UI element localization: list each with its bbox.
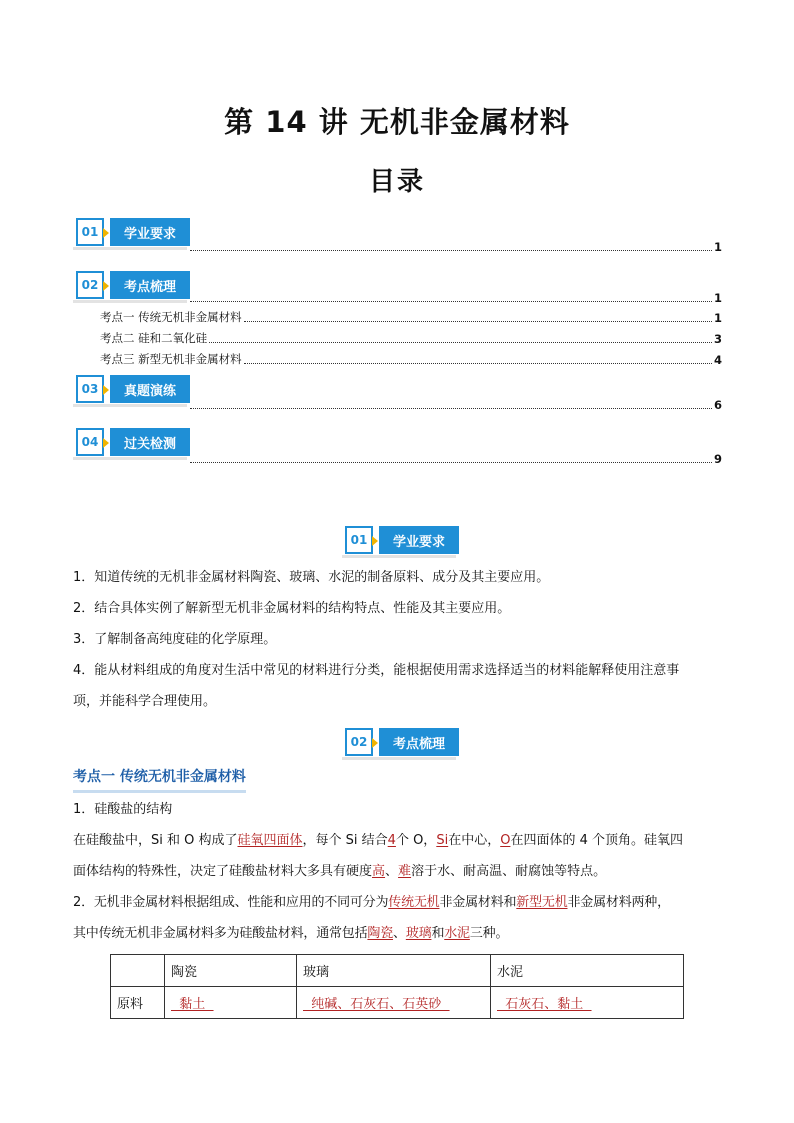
badge-shadow xyxy=(342,555,456,558)
fill-blank: 黏土 xyxy=(171,997,214,1012)
kp1-content xyxy=(73,794,733,949)
text: 其中传统无机非金属材料多为硅酸盐材料，通常包括 xyxy=(73,926,368,941)
table-row-label: 原料 xyxy=(111,987,165,1019)
toc-subentry-kp1[interactable] xyxy=(100,311,722,325)
text: 2．无机非金属材料根据组成、性能和应用的不同可分为 xyxy=(73,895,389,910)
fill-blank: 新型无机 xyxy=(516,895,568,910)
badge-shadow xyxy=(342,757,456,760)
badge-shadow xyxy=(73,457,187,460)
kp1-paragraph-2 xyxy=(73,887,733,949)
fill-blank: 4 xyxy=(387,833,396,848)
text: 在硅酸盐中，Si 和 O 构成了 xyxy=(73,833,238,848)
badge-shadow xyxy=(73,300,187,303)
badge-number: 01 xyxy=(345,526,373,554)
toc-page-number: 6 xyxy=(713,398,722,412)
toc-leader-dots xyxy=(190,408,712,409)
badge-label: 真题演练 xyxy=(110,375,190,403)
requirement-item: 1．知道传统的无机非金属材料陶瓷、玻璃、水泥的制备原料、成分及其主要应用。 xyxy=(73,570,550,585)
badge-label: 过关检测 xyxy=(110,428,190,456)
toc-subentry-kp3[interactable] xyxy=(100,353,722,367)
requirement-item: 3．了解制备高纯度硅的化学原理。 xyxy=(73,632,277,647)
toc-title: 目录 xyxy=(368,167,425,197)
table-cell xyxy=(297,987,491,1019)
table-cell xyxy=(165,987,297,1019)
toc-page-number: 1 xyxy=(713,311,722,325)
toc-page-number: 3 xyxy=(713,332,722,346)
fill-blank: 硅氧四面体 xyxy=(237,833,303,848)
toc-entry-04[interactable] xyxy=(188,452,722,466)
fill-blank: 玻璃 xyxy=(405,926,432,941)
toc-page-number: 1 xyxy=(713,240,722,254)
table-header-cell: 水泥 xyxy=(491,955,684,987)
toc-entry-02[interactable] xyxy=(188,291,722,305)
toc-leader-dots xyxy=(209,342,712,343)
toc-page-number: 1 xyxy=(713,291,722,305)
section-badge-requirements xyxy=(345,526,459,554)
badge-number: 02 xyxy=(76,271,104,299)
toc-subentry-label: 考点二 硅和二氧化硅 xyxy=(100,331,208,345)
toc-leader-dots xyxy=(190,301,712,302)
toc-leader-dots xyxy=(244,363,712,364)
toc-section-badge-03[interactable] xyxy=(76,375,190,403)
toc-page-number: 9 xyxy=(713,452,722,466)
badge-label: 考点梳理 xyxy=(379,728,459,756)
toc-subentry-kp2[interactable] xyxy=(100,332,722,346)
kp1-item-title: 1．硅酸盐的结构 xyxy=(73,802,173,817)
fill-blank: 水泥 xyxy=(444,926,470,941)
badge-number: 04 xyxy=(76,428,104,456)
toc-leader-dots xyxy=(190,250,712,251)
fill-blank: 难 xyxy=(398,864,412,879)
toc-subentry-label: 考点三 新型无机非金属材料 xyxy=(100,352,242,366)
table-header-cell: 玻璃 xyxy=(297,955,491,987)
section-badge-key-points xyxy=(345,728,459,756)
text: ，每个 Si 结合 xyxy=(302,833,388,848)
text: 在中心， xyxy=(448,833,501,848)
badge-number: 03 xyxy=(76,375,104,403)
table-row xyxy=(111,987,684,1019)
text: 在四面体的 4 个顶角。硅氧四 xyxy=(510,833,683,848)
toc-entry-01[interactable] xyxy=(188,240,722,254)
table-cell xyxy=(491,987,684,1019)
toc-entry-03[interactable] xyxy=(188,398,722,412)
text: 、 xyxy=(385,864,399,879)
badge-shadow xyxy=(73,404,187,407)
page-title: 第 14 讲 无机非金属材料 xyxy=(224,105,570,139)
text: 、 xyxy=(393,926,406,941)
toc-section-badge-04[interactable] xyxy=(76,428,190,456)
kp1-paragraph-1 xyxy=(73,825,733,887)
requirement-item: 项，并能科学合理使用。 xyxy=(73,694,217,709)
fill-blank: Si xyxy=(436,833,449,848)
requirement-item: 2．结合具体实例了解新型无机非金属材料的结构特点、性能及其主要应用。 xyxy=(73,601,511,616)
toc-subentry-label: 考点一 传统无机非金属材料 xyxy=(100,310,242,324)
text: 个 O， xyxy=(395,833,437,848)
text: 和 xyxy=(431,926,445,941)
badge-number: 01 xyxy=(76,218,104,246)
badge-label: 学业要求 xyxy=(110,218,190,246)
key-point-heading: 考点一 传统无机非金属材料 xyxy=(73,766,246,793)
badge-shadow xyxy=(73,247,187,250)
badge-label: 考点梳理 xyxy=(110,271,190,299)
text: 溶于水、耐高温、耐腐蚀等特点。 xyxy=(411,864,607,879)
requirements-list xyxy=(73,562,733,717)
toc-leader-dots xyxy=(244,321,712,322)
toc-section-badge-02[interactable] xyxy=(76,271,190,299)
text: 三种。 xyxy=(469,926,509,941)
table-header-cell xyxy=(111,955,165,987)
table-header-cell: 陶瓷 xyxy=(165,955,297,987)
materials-table xyxy=(110,954,684,1019)
badge-number: 02 xyxy=(345,728,373,756)
fill-blank: 陶瓷 xyxy=(367,926,394,941)
requirement-item: 4．能从材料组成的角度对生活中常见的材料进行分类，能根据使用需求选择适当的材料能解释使用注意事 xyxy=(73,663,680,678)
toc-page-number: 4 xyxy=(713,353,722,367)
fill-blank: O xyxy=(500,833,511,848)
fill-blank: 纯碱、石灰石、石英砂 xyxy=(303,997,450,1012)
text: 非金属材料和 xyxy=(439,895,517,910)
toc-leader-dots xyxy=(190,462,712,463)
table-header-row xyxy=(111,955,684,987)
badge-label: 学业要求 xyxy=(379,526,459,554)
fill-blank: 石灰石、黏土 xyxy=(497,997,592,1012)
text: 非金属材料两种， xyxy=(567,895,670,910)
text: 面体结构的特殊性，决定了硅酸盐材料大多具有硬度 xyxy=(73,864,373,879)
toc-section-badge-01[interactable] xyxy=(76,218,190,246)
fill-blank: 高 xyxy=(372,864,386,879)
fill-blank: 传统无机 xyxy=(388,895,440,910)
